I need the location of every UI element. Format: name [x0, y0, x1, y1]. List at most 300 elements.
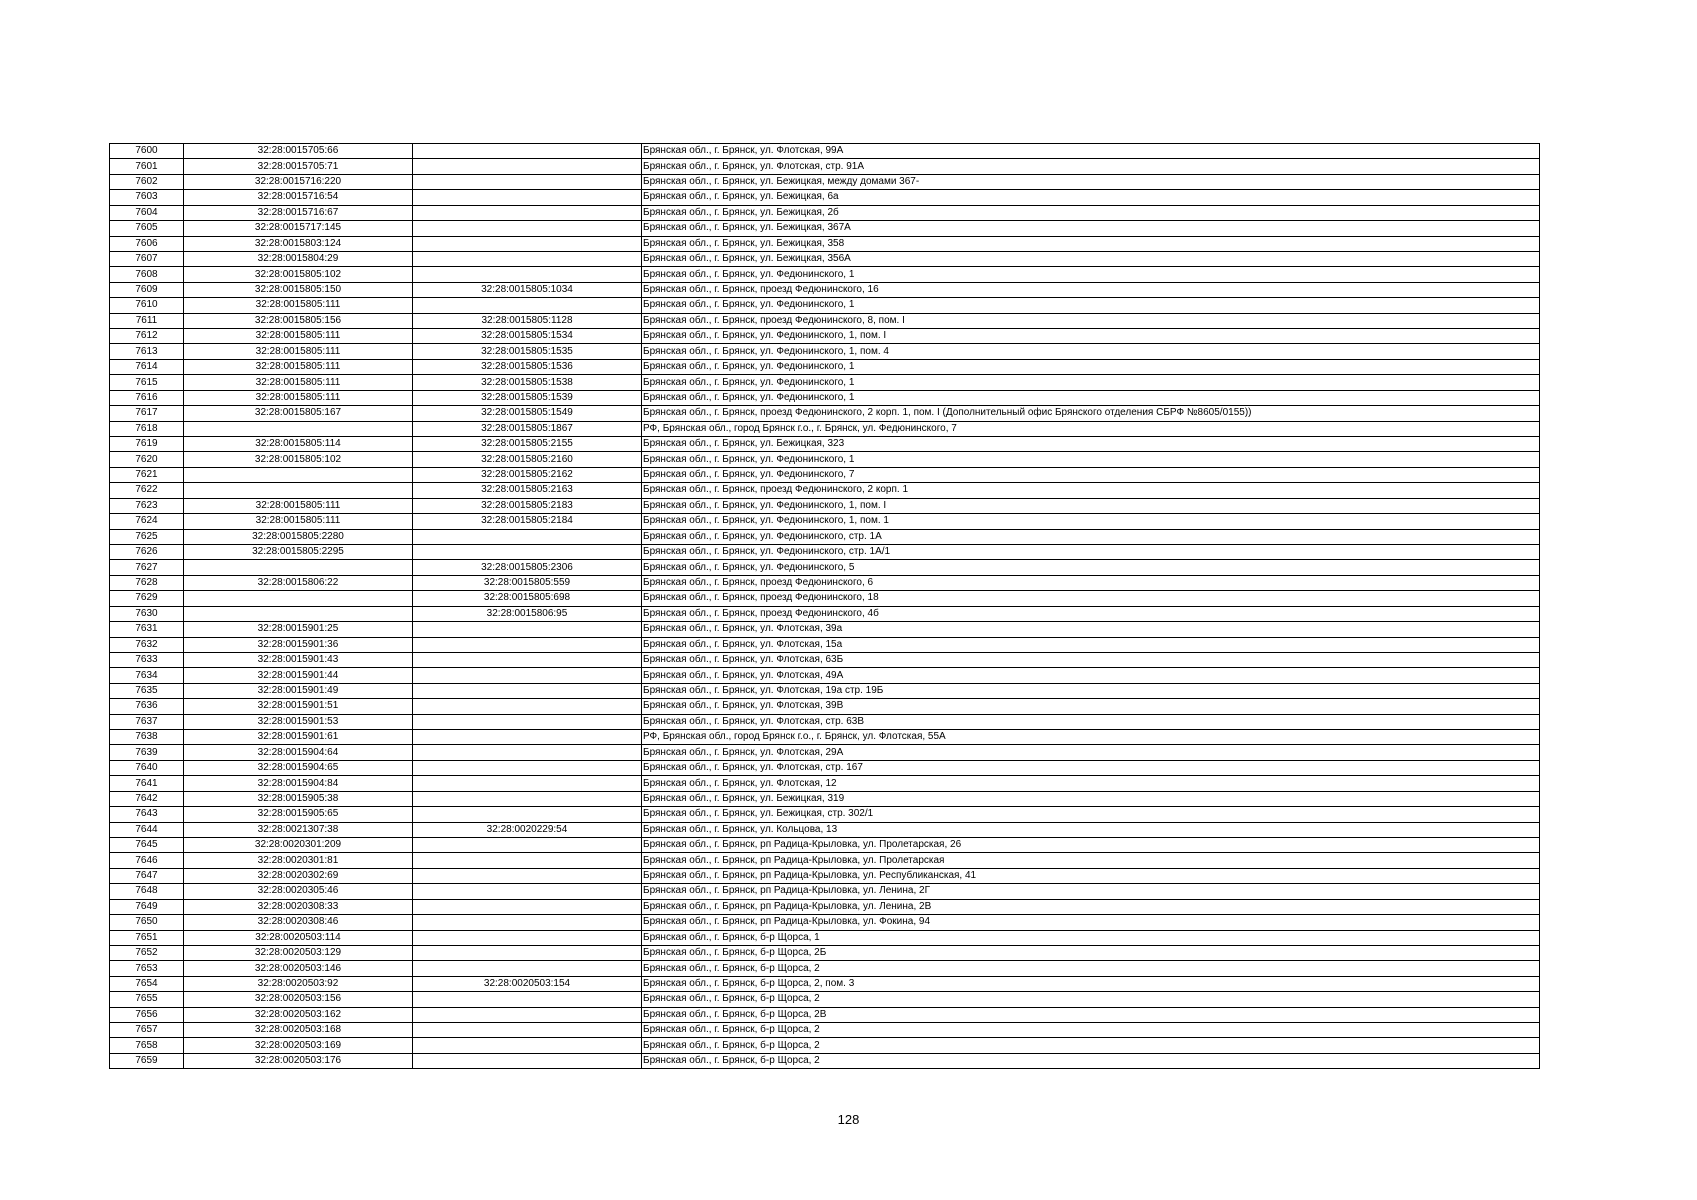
address-cell: Брянская обл., г. Брянск, ул. Флотская, 29А	[642, 745, 1540, 760]
land-cadastral-number-cell: 32:28:0020503:114	[184, 930, 413, 945]
table-row	[110, 544, 1540, 559]
table-row	[110, 1053, 1540, 1068]
row-number-cell: 7657	[110, 1023, 184, 1038]
land-cadastral-number-cell: 32:28:0020308:46	[184, 915, 413, 930]
address-cell: Брянская обл., г. Брянск, проезд Федюнинского, 6	[642, 575, 1540, 590]
row-number-cell: 7652	[110, 945, 184, 960]
building-cadastral-number-cell	[413, 899, 642, 914]
table-row	[110, 1007, 1540, 1022]
table-row	[110, 560, 1540, 575]
address-cell: Брянская обл., г. Брянск, ул. Флотская, 39В	[642, 699, 1540, 714]
address-cell: Брянская обл., г. Брянск, ул. Флотская, стр. 167	[642, 760, 1540, 775]
table-row	[110, 421, 1540, 436]
table-row	[110, 899, 1540, 914]
table-row	[110, 992, 1540, 1007]
row-number-cell: 7627	[110, 560, 184, 575]
land-cadastral-number-cell: 32:28:0020503:129	[184, 945, 413, 960]
table-row	[110, 159, 1540, 174]
land-cadastral-number-cell: 32:28:0020503:156	[184, 992, 413, 1007]
table-row	[110, 760, 1540, 775]
building-cadastral-number-cell: 32:28:0015805:2160	[413, 452, 642, 467]
address-cell: Брянская обл., г. Брянск, ул. Бежицкая, 356А	[642, 251, 1540, 266]
building-cadastral-number-cell	[413, 868, 642, 883]
table-row	[110, 945, 1540, 960]
row-number-cell: 7618	[110, 421, 184, 436]
table-row	[110, 884, 1540, 899]
row-number-cell: 7653	[110, 961, 184, 976]
building-cadastral-number-cell	[413, 652, 642, 667]
row-number-cell: 7632	[110, 637, 184, 652]
land-cadastral-number-cell: 32:28:0020503:176	[184, 1053, 413, 1068]
address-cell: Брянская обл., г. Брянск, б-р Щорса, 2	[642, 1053, 1540, 1068]
building-cadastral-number-cell: 32:28:0015805:2184	[413, 514, 642, 529]
row-number-cell: 7631	[110, 622, 184, 637]
row-number-cell: 7635	[110, 683, 184, 698]
table-row	[110, 498, 1540, 513]
building-cadastral-number-cell	[413, 637, 642, 652]
address-cell: Брянская обл., г. Брянск, рп Радица-Крыловка, ул. Ленина, 2В	[642, 899, 1540, 914]
address-cell: РФ, Брянская обл., город Брянск г.о., г. Брянск, ул. Флотская, 55А	[642, 730, 1540, 745]
row-number-cell: 7606	[110, 236, 184, 251]
building-cadastral-number-cell	[413, 159, 642, 174]
building-cadastral-number-cell	[413, 174, 642, 189]
address-cell: Брянская обл., г. Брянск, б-р Щорса, 2	[642, 961, 1540, 976]
building-cadastral-number-cell	[413, 915, 642, 930]
address-cell: Брянская обл., г. Брянск, ул. Флотская, 49А	[642, 668, 1540, 683]
building-cadastral-number-cell: 32:28:0015805:1536	[413, 359, 642, 374]
address-cell: Брянская обл., г. Брянск, ул. Кольцова, 13	[642, 822, 1540, 837]
address-cell: Брянская обл., г. Брянск, проезд Федюнинского, 2 корп. 1, пом. I (Дополнительный офис Брянского отделения СБРФ №8605/0155))	[642, 406, 1540, 421]
land-cadastral-number-cell: 32:28:0020503:168	[184, 1023, 413, 1038]
address-cell: Брянская обл., г. Брянск, проезд Федюнинского, 18	[642, 591, 1540, 606]
table-row	[110, 190, 1540, 205]
land-cadastral-number-cell: 32:28:0015805:167	[184, 406, 413, 421]
building-cadastral-number-cell	[413, 945, 642, 960]
building-cadastral-number-cell	[413, 221, 642, 236]
row-number-cell: 7641	[110, 776, 184, 791]
land-cadastral-number-cell: 32:28:0015805:111	[184, 359, 413, 374]
address-cell: Брянская обл., г. Брянск, ул. Федюнинского, 1	[642, 452, 1540, 467]
building-cadastral-number-cell: 32:28:0015805:1128	[413, 313, 642, 328]
building-cadastral-number-cell	[413, 1038, 642, 1053]
building-cadastral-number-cell: 32:28:0015805:2155	[413, 437, 642, 452]
table-row	[110, 730, 1540, 745]
row-number-cell: 7659	[110, 1053, 184, 1068]
table-row	[110, 298, 1540, 313]
row-number-cell: 7601	[110, 159, 184, 174]
address-cell: Брянская обл., г. Брянск, ул. Флотская, стр. 91А	[642, 159, 1540, 174]
building-cadastral-number-cell	[413, 837, 642, 852]
building-cadastral-number-cell: 32:28:0015805:1538	[413, 375, 642, 390]
address-cell: Брянская обл., г. Брянск, б-р Щорса, 2	[642, 1038, 1540, 1053]
row-number-cell: 7634	[110, 668, 184, 683]
land-cadastral-number-cell: 32:28:0015716:54	[184, 190, 413, 205]
address-cell: Брянская обл., г. Брянск, ул. Флотская, 15а	[642, 637, 1540, 652]
table-row	[110, 406, 1540, 421]
building-cadastral-number-cell	[413, 730, 642, 745]
row-number-cell: 7655	[110, 992, 184, 1007]
address-cell: Брянская обл., г. Брянск, ул. Бежицкая, между домами 367-	[642, 174, 1540, 189]
address-cell: Брянская обл., г. Брянск, ул. Федюнинского, 1	[642, 375, 1540, 390]
building-cadastral-number-cell: 32:28:0015805:698	[413, 591, 642, 606]
building-cadastral-number-cell	[413, 853, 642, 868]
table-row	[110, 622, 1540, 637]
building-cadastral-number-cell: 32:28:0015805:2183	[413, 498, 642, 513]
building-cadastral-number-cell: 32:28:0020229:54	[413, 822, 642, 837]
building-cadastral-number-cell: 32:28:0015805:2306	[413, 560, 642, 575]
row-number-cell: 7650	[110, 915, 184, 930]
table-row	[110, 976, 1540, 991]
address-cell: Брянская обл., г. Брянск, б-р Щорса, 2	[642, 992, 1540, 1007]
building-cadastral-number-cell: 32:28:0015805:1549	[413, 406, 642, 421]
registry-table	[109, 143, 1540, 1069]
land-cadastral-number-cell: 32:28:0015805:114	[184, 437, 413, 452]
address-cell: Брянская обл., г. Брянск, ул. Флотская, 99А	[642, 144, 1540, 159]
building-cadastral-number-cell: 32:28:0015805:1534	[413, 329, 642, 344]
address-cell: Брянская обл., г. Брянск, ул. Федюнинского, 1	[642, 390, 1540, 405]
table-row	[110, 791, 1540, 806]
row-number-cell: 7629	[110, 591, 184, 606]
land-cadastral-number-cell: 32:28:0015901:44	[184, 668, 413, 683]
land-cadastral-number-cell: 32:28:0020302:69	[184, 868, 413, 883]
building-cadastral-number-cell	[413, 1053, 642, 1068]
land-cadastral-number-cell: 32:28:0015805:102	[184, 267, 413, 282]
address-cell: Брянская обл., г. Брянск, рп Радица-Крыловка, ул. Ленина, 2Г	[642, 884, 1540, 899]
row-number-cell: 7621	[110, 467, 184, 482]
table-row	[110, 1038, 1540, 1053]
table-row	[110, 652, 1540, 667]
address-cell: Брянская обл., г. Брянск, ул. Федюнинского, 5	[642, 560, 1540, 575]
land-cadastral-number-cell: 32:28:0015901:51	[184, 699, 413, 714]
land-cadastral-number-cell: 32:28:0015904:84	[184, 776, 413, 791]
row-number-cell: 7625	[110, 529, 184, 544]
row-number-cell: 7624	[110, 514, 184, 529]
address-cell: Брянская обл., г. Брянск, ул. Флотская, 63Б	[642, 652, 1540, 667]
address-cell: Брянская обл., г. Брянск, ул. Федюнинского, 1, пом. 4	[642, 344, 1540, 359]
address-cell: Брянская обл., г. Брянск, б-р Щорса, 2, пом. 3	[642, 976, 1540, 991]
land-cadastral-number-cell	[184, 591, 413, 606]
land-cadastral-number-cell: 32:28:0015716:220	[184, 174, 413, 189]
land-cadastral-number-cell: 32:28:0020503:92	[184, 976, 413, 991]
address-cell: Брянская обл., г. Брянск, б-р Щорса, 2Б	[642, 945, 1540, 960]
row-number-cell: 7616	[110, 390, 184, 405]
table-row	[110, 714, 1540, 729]
page-number: 128	[837, 1112, 860, 1127]
row-number-cell: 7637	[110, 714, 184, 729]
building-cadastral-number-cell	[413, 807, 642, 822]
table-row	[110, 606, 1540, 621]
table-row	[110, 344, 1540, 359]
land-cadastral-number-cell: 32:28:0015804:29	[184, 251, 413, 266]
land-cadastral-number-cell: 32:28:0015803:124	[184, 236, 413, 251]
address-cell: Брянская обл., г. Брянск, ул. Флотская, 12	[642, 776, 1540, 791]
address-cell: Брянская обл., г. Брянск, ул. Бежицкая, 358	[642, 236, 1540, 251]
land-cadastral-number-cell: 32:28:0015705:71	[184, 159, 413, 174]
building-cadastral-number-cell: 32:28:0015805:1034	[413, 282, 642, 297]
row-number-cell: 7607	[110, 251, 184, 266]
table-row	[110, 776, 1540, 791]
land-cadastral-number-cell: 32:28:0015805:2295	[184, 544, 413, 559]
building-cadastral-number-cell: 32:28:0020503:154	[413, 976, 642, 991]
row-number-cell: 7648	[110, 884, 184, 899]
building-cadastral-number-cell	[413, 205, 642, 220]
building-cadastral-number-cell	[413, 1023, 642, 1038]
row-number-cell: 7610	[110, 298, 184, 313]
building-cadastral-number-cell	[413, 190, 642, 205]
table-row	[110, 359, 1540, 374]
table-row	[110, 483, 1540, 498]
table-row	[110, 144, 1540, 159]
land-cadastral-number-cell: 32:28:0015904:64	[184, 745, 413, 760]
address-cell: Брянская обл., г. Брянск, ул. Бежицкая, 2б	[642, 205, 1540, 220]
row-number-cell: 7614	[110, 359, 184, 374]
row-number-cell: 7649	[110, 899, 184, 914]
land-cadastral-number-cell: 32:28:0021307:38	[184, 822, 413, 837]
building-cadastral-number-cell	[413, 622, 642, 637]
land-cadastral-number-cell: 32:28:0015901:36	[184, 637, 413, 652]
table-row	[110, 375, 1540, 390]
row-number-cell: 7609	[110, 282, 184, 297]
table-row	[110, 668, 1540, 683]
address-cell: Брянская обл., г. Брянск, ул. Федюнинского, 1	[642, 267, 1540, 282]
land-cadastral-number-cell: 32:28:0020301:209	[184, 837, 413, 852]
row-number-cell: 7602	[110, 174, 184, 189]
building-cadastral-number-cell	[413, 699, 642, 714]
row-number-cell: 7646	[110, 853, 184, 868]
building-cadastral-number-cell	[413, 884, 642, 899]
row-number-cell: 7647	[110, 868, 184, 883]
land-cadastral-number-cell	[184, 483, 413, 498]
land-cadastral-number-cell: 32:28:0015805:111	[184, 344, 413, 359]
address-cell: Брянская обл., г. Брянск, проезд Федюнинского, 16	[642, 282, 1540, 297]
address-cell: Брянская обл., г. Брянск, б-р Щорса, 1	[642, 930, 1540, 945]
building-cadastral-number-cell	[413, 745, 642, 760]
table-row	[110, 267, 1540, 282]
address-cell: Брянская обл., г. Брянск, ул. Федюнинского, 1, пом. I	[642, 498, 1540, 513]
table-row	[110, 930, 1540, 945]
land-cadastral-number-cell: 32:28:0020301:81	[184, 853, 413, 868]
land-cadastral-number-cell: 32:28:0020503:146	[184, 961, 413, 976]
row-number-cell: 7604	[110, 205, 184, 220]
row-number-cell: 7608	[110, 267, 184, 282]
building-cadastral-number-cell	[413, 683, 642, 698]
address-cell: Брянская обл., г. Брянск, ул. Флотская, 19а стр. 19Б	[642, 683, 1540, 698]
address-cell: РФ, Брянская обл., город Брянск г.о., г. Брянск, ул. Федюнинского, 7	[642, 421, 1540, 436]
row-number-cell: 7620	[110, 452, 184, 467]
row-number-cell: 7626	[110, 544, 184, 559]
address-cell: Брянская обл., г. Брянск, проезд Федюнинского, 4б	[642, 606, 1540, 621]
table-row	[110, 467, 1540, 482]
row-number-cell: 7656	[110, 1007, 184, 1022]
row-number-cell: 7605	[110, 221, 184, 236]
building-cadastral-number-cell: 32:28:0015805:2163	[413, 483, 642, 498]
row-number-cell: 7636	[110, 699, 184, 714]
row-number-cell: 7630	[110, 606, 184, 621]
address-cell: Брянская обл., г. Брянск, ул. Федюнинского, 1	[642, 298, 1540, 313]
land-cadastral-number-cell: 32:28:0015901:61	[184, 730, 413, 745]
land-cadastral-number-cell: 32:28:0015901:49	[184, 683, 413, 698]
address-cell: Брянская обл., г. Брянск, ул. Федюнинского, стр. 1А	[642, 529, 1540, 544]
row-number-cell: 7645	[110, 837, 184, 852]
building-cadastral-number-cell: 32:28:0015805:2162	[413, 467, 642, 482]
land-cadastral-number-cell	[184, 606, 413, 621]
table-row	[110, 637, 1540, 652]
building-cadastral-number-cell	[413, 544, 642, 559]
table-row	[110, 390, 1540, 405]
table-row	[110, 591, 1540, 606]
table-row	[110, 1023, 1540, 1038]
land-cadastral-number-cell: 32:28:0015805:111	[184, 514, 413, 529]
building-cadastral-number-cell	[413, 760, 642, 775]
row-number-cell: 7640	[110, 760, 184, 775]
table-row	[110, 868, 1540, 883]
address-cell: Брянская обл., г. Брянск, ул. Федюнинского, 1, пом. 1	[642, 514, 1540, 529]
building-cadastral-number-cell	[413, 251, 642, 266]
building-cadastral-number-cell	[413, 791, 642, 806]
table-row	[110, 514, 1540, 529]
row-number-cell: 7654	[110, 976, 184, 991]
table-row	[110, 437, 1540, 452]
address-cell: Брянская обл., г. Брянск, проезд Федюнинского, 8, пом. I	[642, 313, 1540, 328]
land-cadastral-number-cell: 32:28:0015901:25	[184, 622, 413, 637]
table-row	[110, 282, 1540, 297]
building-cadastral-number-cell	[413, 267, 642, 282]
address-cell: Брянская обл., г. Брянск, ул. Федюнинского, 1	[642, 359, 1540, 374]
address-cell: Брянская обл., г. Брянск, проезд Федюнинского, 2 корп. 1	[642, 483, 1540, 498]
table-row	[110, 529, 1540, 544]
row-number-cell: 7623	[110, 498, 184, 513]
row-number-cell: 7651	[110, 930, 184, 945]
building-cadastral-number-cell: 32:28:0015806:95	[413, 606, 642, 621]
row-number-cell: 7611	[110, 313, 184, 328]
building-cadastral-number-cell: 32:28:0015805:1539	[413, 390, 642, 405]
address-cell: Брянская обл., г. Брянск, ул. Флотская, 39а	[642, 622, 1540, 637]
land-cadastral-number-cell: 32:28:0015705:66	[184, 144, 413, 159]
land-cadastral-number-cell: 32:28:0015805:156	[184, 313, 413, 328]
building-cadastral-number-cell	[413, 1007, 642, 1022]
land-cadastral-number-cell: 32:28:0015717:145	[184, 221, 413, 236]
land-cadastral-number-cell: 32:28:0020503:162	[184, 1007, 413, 1022]
land-cadastral-number-cell: 32:28:0015716:67	[184, 205, 413, 220]
address-cell: Брянская обл., г. Брянск, ул. Федюнинского, 1, пом. I	[642, 329, 1540, 344]
land-cadastral-number-cell: 32:28:0015904:65	[184, 760, 413, 775]
land-cadastral-number-cell: 32:28:0020308:33	[184, 899, 413, 914]
land-cadastral-number-cell: 32:28:0015805:150	[184, 282, 413, 297]
row-number-cell: 7639	[110, 745, 184, 760]
address-cell: Брянская обл., г. Брянск, рп Радица-Крыловка, ул. Республиканская, 41	[642, 868, 1540, 883]
table-row	[110, 699, 1540, 714]
land-cadastral-number-cell: 32:28:0015905:65	[184, 807, 413, 822]
land-cadastral-number-cell: 32:28:0015805:111	[184, 390, 413, 405]
address-cell: Брянская обл., г. Брянск, ул. Федюнинского, стр. 1А/1	[642, 544, 1540, 559]
row-number-cell: 7612	[110, 329, 184, 344]
building-cadastral-number-cell	[413, 992, 642, 1007]
land-cadastral-number-cell: 32:28:0015901:43	[184, 652, 413, 667]
address-cell: Брянская обл., г. Брянск, б-р Щорса, 2	[642, 1023, 1540, 1038]
row-number-cell: 7600	[110, 144, 184, 159]
row-number-cell: 7613	[110, 344, 184, 359]
building-cadastral-number-cell	[413, 714, 642, 729]
building-cadastral-number-cell	[413, 930, 642, 945]
table-row	[110, 205, 1540, 220]
row-number-cell: 7622	[110, 483, 184, 498]
row-number-cell: 7615	[110, 375, 184, 390]
row-number-cell: 7619	[110, 437, 184, 452]
building-cadastral-number-cell	[413, 529, 642, 544]
building-cadastral-number-cell: 32:28:0015805:1535	[413, 344, 642, 359]
table-row	[110, 915, 1540, 930]
land-cadastral-number-cell: 32:28:0020305:46	[184, 884, 413, 899]
table-row	[110, 575, 1540, 590]
land-cadastral-number-cell: 32:28:0015806:22	[184, 575, 413, 590]
land-cadastral-number-cell	[184, 560, 413, 575]
building-cadastral-number-cell: 32:28:0015805:559	[413, 575, 642, 590]
table-row	[110, 822, 1540, 837]
building-cadastral-number-cell	[413, 668, 642, 683]
row-number-cell: 7617	[110, 406, 184, 421]
registry-table-body	[110, 144, 1540, 1069]
land-cadastral-number-cell: 32:28:0015805:111	[184, 498, 413, 513]
table-row	[110, 837, 1540, 852]
address-cell: Брянская обл., г. Брянск, рп Радица-Крыловка, ул. Пролетарская, 26	[642, 837, 1540, 852]
row-number-cell: 7603	[110, 190, 184, 205]
address-cell: Брянская обл., г. Брянск, ул. Бежицкая, стр. 302/1	[642, 807, 1540, 822]
table-row	[110, 174, 1540, 189]
land-cadastral-number-cell: 32:28:0015805:2280	[184, 529, 413, 544]
land-cadastral-number-cell	[184, 467, 413, 482]
building-cadastral-number-cell	[413, 144, 642, 159]
building-cadastral-number-cell	[413, 298, 642, 313]
address-cell: Брянская обл., г. Брянск, ул. Флотская, стр. 63В	[642, 714, 1540, 729]
building-cadastral-number-cell: 32:28:0015805:1867	[413, 421, 642, 436]
land-cadastral-number-cell: 32:28:0015805:111	[184, 329, 413, 344]
address-cell: Брянская обл., г. Брянск, ул. Бежицкая, 323	[642, 437, 1540, 452]
building-cadastral-number-cell	[413, 961, 642, 976]
row-number-cell: 7638	[110, 730, 184, 745]
row-number-cell: 7633	[110, 652, 184, 667]
land-cadastral-number-cell: 32:28:0015901:53	[184, 714, 413, 729]
table-row	[110, 221, 1540, 236]
building-cadastral-number-cell	[413, 776, 642, 791]
land-cadastral-number-cell: 32:28:0020503:169	[184, 1038, 413, 1053]
row-number-cell: 7643	[110, 807, 184, 822]
table-row	[110, 329, 1540, 344]
row-number-cell: 7628	[110, 575, 184, 590]
land-cadastral-number-cell: 32:28:0015805:111	[184, 375, 413, 390]
row-number-cell: 7644	[110, 822, 184, 837]
land-cadastral-number-cell: 32:28:0015905:38	[184, 791, 413, 806]
table-row	[110, 853, 1540, 868]
table-row	[110, 313, 1540, 328]
land-cadastral-number-cell: 32:28:0015805:111	[184, 298, 413, 313]
table-row	[110, 236, 1540, 251]
building-cadastral-number-cell	[413, 236, 642, 251]
table-row	[110, 745, 1540, 760]
address-cell: Брянская обл., г. Брянск, ул. Федюнинского, 7	[642, 467, 1540, 482]
address-cell: Брянская обл., г. Брянск, ул. Бежицкая, 367А	[642, 221, 1540, 236]
land-cadastral-number-cell	[184, 421, 413, 436]
address-cell: Брянская обл., г. Брянск, рп Радица-Крыловка, ул. Фокина, 94	[642, 915, 1540, 930]
address-cell: Брянская обл., г. Брянск, ул. Бежицкая, 6а	[642, 190, 1540, 205]
table-row	[110, 807, 1540, 822]
table-row	[110, 683, 1540, 698]
row-number-cell: 7642	[110, 791, 184, 806]
table-row	[110, 961, 1540, 976]
table-row	[110, 251, 1540, 266]
row-number-cell: 7658	[110, 1038, 184, 1053]
table-row	[110, 452, 1540, 467]
address-cell: Брянская обл., г. Брянск, б-р Щорса, 2В	[642, 1007, 1540, 1022]
